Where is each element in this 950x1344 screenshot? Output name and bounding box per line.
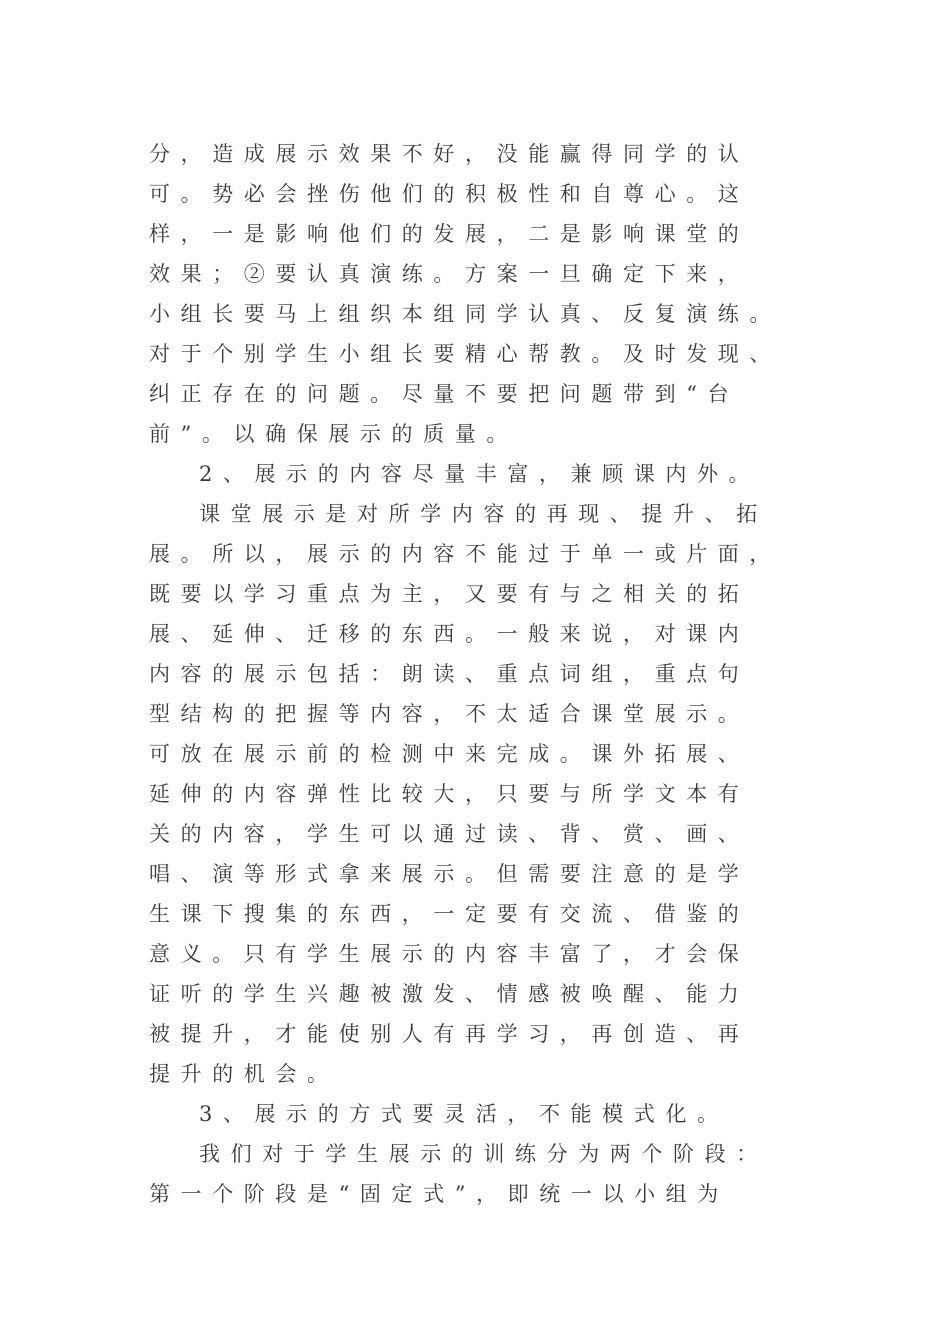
text-line: 可。势必会挫伤他们的积极性和自尊心。这 bbox=[149, 182, 750, 206]
text-line: 展、延伸、迁移的东西。一般来说，对课内 bbox=[149, 622, 750, 646]
text-line: 被提升，才能使别人有再学习，再创造、再 bbox=[149, 1022, 750, 1046]
text-line: 2、展示的内容尽量丰富，兼顾课内外。 bbox=[199, 462, 761, 486]
text-line: 前”。以确保展示的质量。 bbox=[149, 422, 518, 446]
text-line: 小组长要马上组织本组同学认真、反复演练。 bbox=[149, 302, 781, 326]
text-line: 提升的机会。 bbox=[149, 1062, 339, 1086]
text-line: 样，一是影响他们的发展，二是影响课堂的 bbox=[149, 222, 750, 246]
text-line: 型结构的把握等内容，不太适合课堂展示。 bbox=[149, 702, 750, 726]
text-line: 分，造成展示效果不好，没能赢得同学的认 bbox=[149, 142, 750, 166]
text-line: 意义。只有学生展示的内容丰富了，才会保 bbox=[149, 942, 750, 966]
text-line: 我们对于学生展示的训练分为两个阶段： bbox=[199, 1142, 768, 1166]
text-line: 课堂展示是对所学内容的再现、提升、拓 bbox=[199, 502, 768, 526]
body-text bbox=[149, 134, 829, 1214]
text-line: 第一个阶段是“固定式”，即统一以小组为 bbox=[149, 1182, 729, 1206]
text-line: 既要以学习重点为主，又要有与之相关的拓 bbox=[149, 582, 750, 606]
text-line: 生课下搜集的东西，一定要有交流、借鉴的 bbox=[149, 902, 750, 926]
text-line: 展。所以，展示的内容不能过于单一或片面， bbox=[149, 542, 781, 566]
text-line: 效果；②要认真演练。方案一旦确定下来， bbox=[149, 262, 750, 286]
text-line: 关的内容，学生可以通过读、背、赏、画、 bbox=[149, 822, 750, 846]
text-line: 证听的学生兴趣被激发、情感被唤醒、能力 bbox=[149, 982, 750, 1006]
text-line: 纠正存在的问题。尽量不要把问题带到“台 bbox=[149, 382, 740, 406]
text-line: 对于个别学生小组长要精心帮教。及时发现、 bbox=[149, 342, 781, 366]
text-line: 唱、演等形式拿来展示。但需要注意的是学 bbox=[149, 862, 750, 886]
text-line: 延伸的内容弹性比较大，只要与所学文本有 bbox=[149, 782, 750, 806]
text-line: 3、展示的方式要灵活，不能模式化。 bbox=[199, 1102, 729, 1126]
text-line: 内容的展示包括：朗读、重点词组，重点句 bbox=[149, 662, 750, 686]
text-line: 可放在展示前的检测中来完成。课外拓展、 bbox=[149, 742, 750, 766]
